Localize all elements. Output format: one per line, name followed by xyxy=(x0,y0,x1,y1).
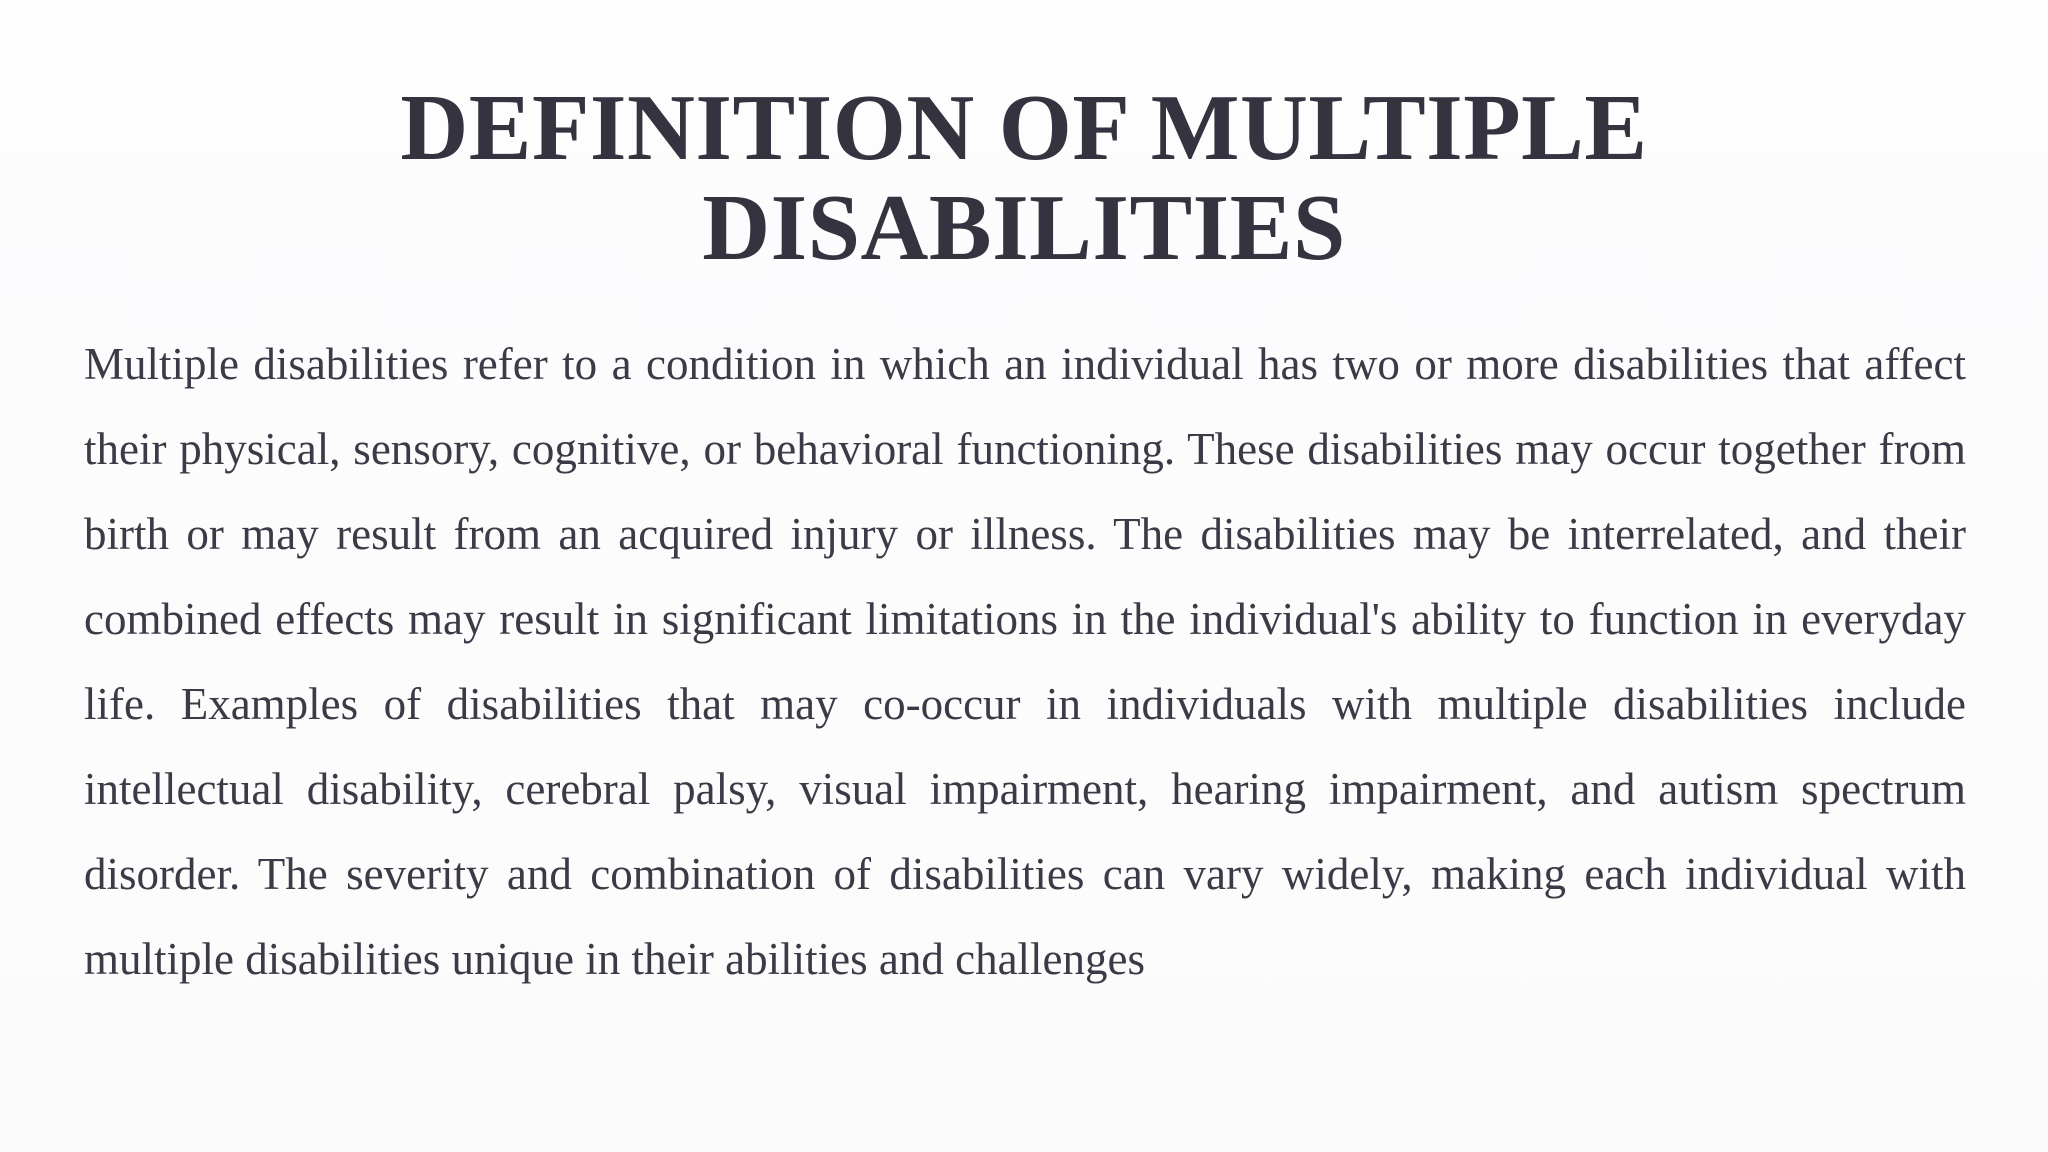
slide-title-line-1: DEFINITION OF MULTIPLE xyxy=(400,76,1648,180)
slide-title xyxy=(0,78,2048,278)
slide-body-text: Multiple disabilities refer to a condition in which an individual has two or more disabilities that affect their physical, sensory, cognitive, or behavioral functioning. These disabilities may occur together from birth or may result from an acquired injury or illness. The disabilities may be interrelated, and their combined effects may result in significant limitations in the individual's ability to function in everyday life. Examples of disabilities that may co-occur in individuals with multiple disabilities include intellectual disability, cerebral palsy, visual impairment, hearing impairment, and autism spectrum disorder. The severity and combination of disabilities can vary widely, making each individual with multiple disabilities unique in their abilities and challenges xyxy=(84,339,1966,984)
slide-title-line-2: DISABILITIES xyxy=(702,176,1346,280)
